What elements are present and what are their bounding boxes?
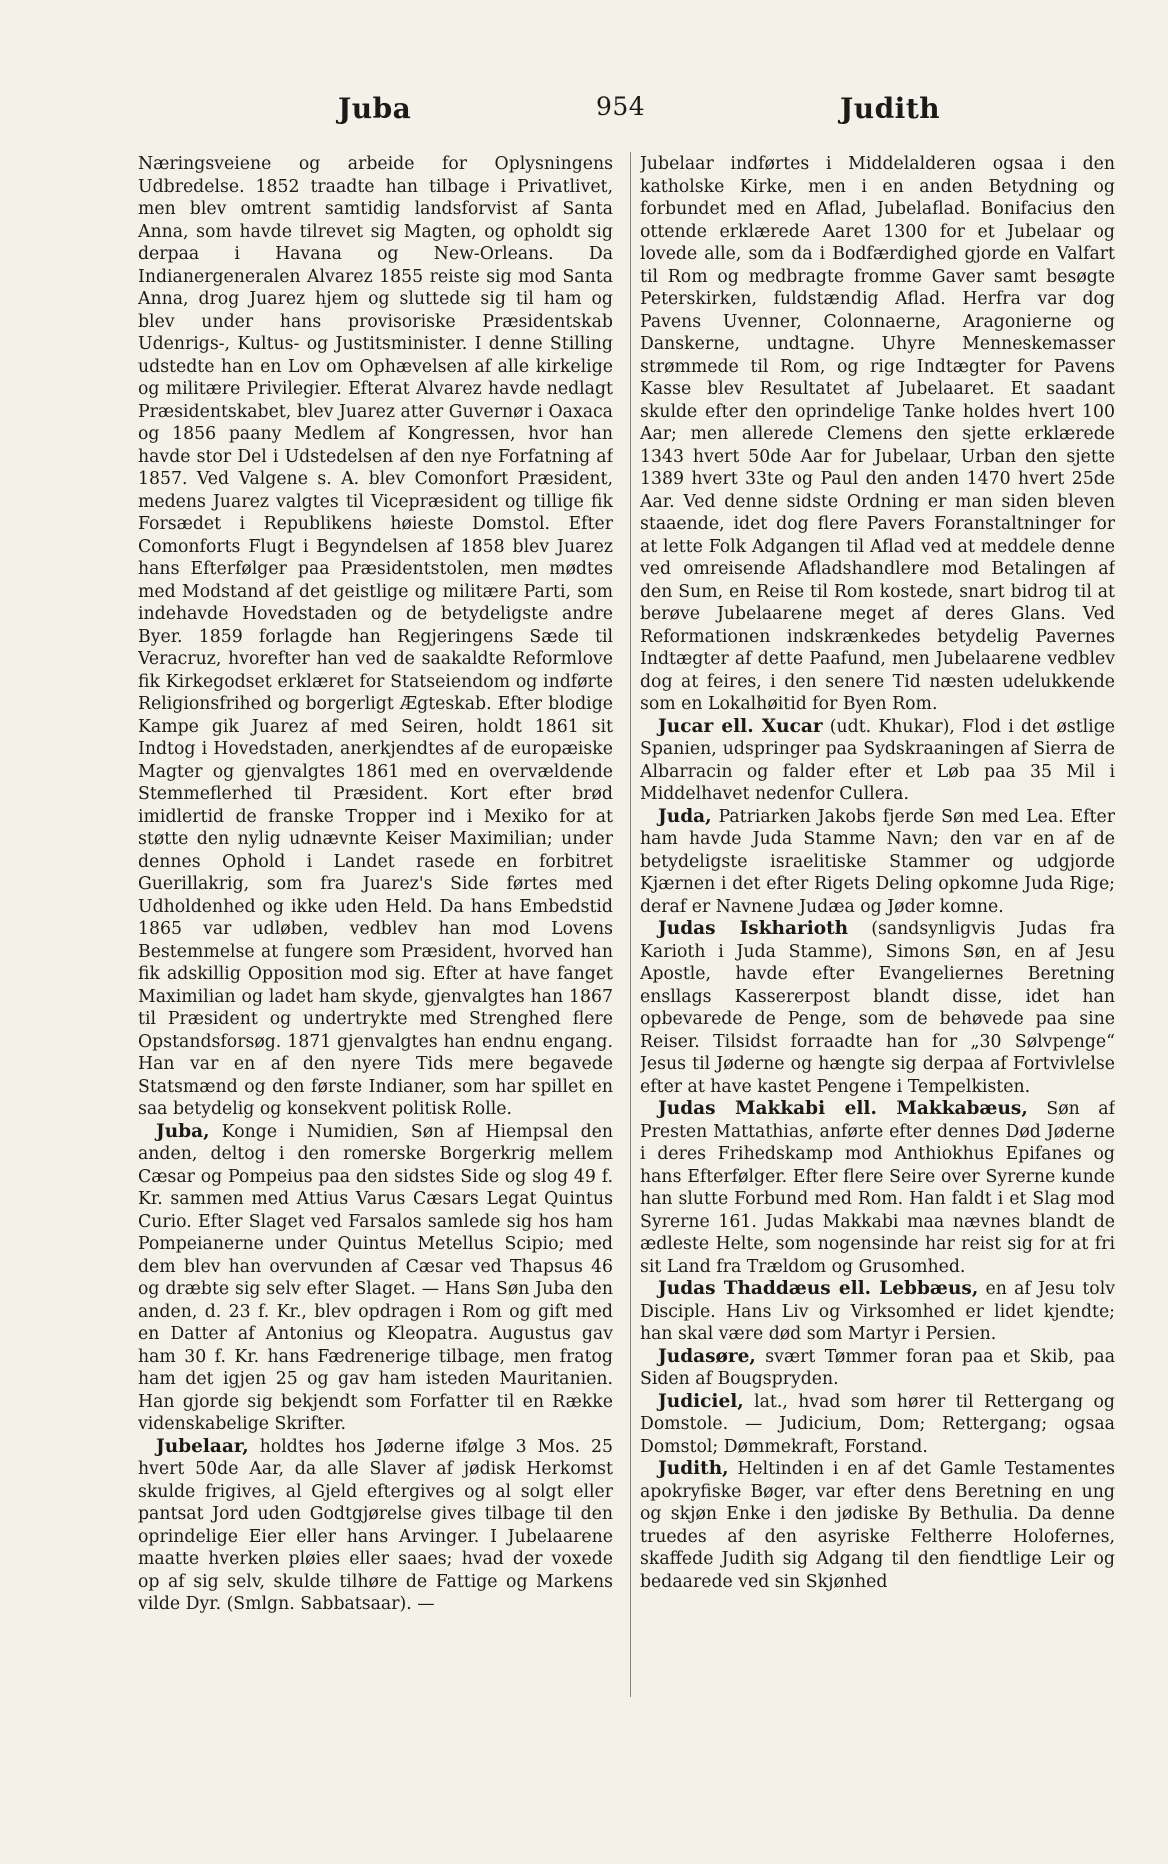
entry-judiciel: Judiciel, lat., hvad som hører til Rettergang og Domstole. — Judicium, Dom; Rettergang; ogsaa Domstol; Dømmekraft, Forstand. <box>640 1390 1115 1457</box>
entry-juda: Juda, Patriarken Jakobs fjerde Søn med Lea. Efter ham havde Juda Stamme Navn; den var en af de betydeligste israelitiske Stammer og udgjorde Kjærnen i det efter Rigets Deling opkomne Juda Rige; deraf er Navnene Judæa og Jøder komne. <box>640 805 1115 917</box>
running-head-right: Judith <box>840 92 941 125</box>
running-head-left: Juba <box>338 92 412 125</box>
page-number: 954 <box>596 92 646 121</box>
headword: Juba, <box>156 1120 210 1142</box>
left-column <box>138 153 613 1698</box>
headword: Judasøre, <box>658 1345 756 1367</box>
headword: Judas Thaddæus ell. Lebbæus, <box>658 1278 979 1299</box>
entry-continuation: Næringsveiene og arbeide for Oplysningens Udbredelse. 1852 traadte han tilbage i Privatlivet, men blev omtrent samtidig landsforvist af Santa Anna, som havde tilrevet sig Magten, og opholdt sig derpaa i Havana og New-Orleans. Da Indianergeneralen Alvarez 1855 reiste sig mod Santa Anna, drog Juarez hjem og sluttede sig til ham og blev under hans provisoriske Præsidentskab Udenrigs-, Kultus- og Justitsminister. I denne Stilling udstedte han en Lov om Ophævelsen af alle kirkelige og militære Privilegier. Efterat Alvarez havde nedlagt Præsidentskabet, blev Juarez atter Guvernør i Oaxaca og 1856 paany Medlem af Kongressen, hvor han havde stor Del i Udstedelsen af den nye Forfatning af 1857. Ved Valgene s. A. blev Comonfort Præsident, medens Juarez valgtes til Vicepræsident og tillige fik Forsædet i Republikens høieste Domstol. Efter Comonforts Flugt i Begyndelsen af 1858 blev Juarez hans Efterfølger paa Præsidentstolen, men mødtes med Modstand af det geistlige og militære Parti, som indehavde Hovedstaden og de betydeligste andre Byer. 1859 forlagde han Regjeringens Sæde til Veracruz, hvorefter han ved de saakaldte Reformlove fik Kirkegodset erklæret for Statseiendom og indførte Religionsfrihed og borgerligt Ægteskab. Efter blodige Kampe gik Juarez af med Seiren, holdt 1861 sit Indtog i Hovedstaden, anerkjendtes af de europæiske Magter og gjenvalgtes 1861 med en overvældende Stemmeflerhed til Præsident. Kort efter brød imidlertid de franske Tropper ind i Mexiko for at støtte den nylig udnævnte Keiser Maximilian; under dennes Ophold i Landet rasede en forbitret Guerillakrig, som fra Juarez's Side førtes med Udholdenhed og ikke uden Held. Da hans Embedstid 1865 var udløben, vedblev han mod Lovens Bestemmelse at fungere som Præsident, hvorved han fik adskillig Opposition mod sig. Efter at have fanget Maximilian og ladet ham skyde, gjenvalgtes han 1867 til Præsident og undertrykte med Strenghed flere Opstandsforsøg. 1871 gjenvalgtes han endnu engang. Han var en af den nyere Tids mere begavede Statsmænd og den første Indianer, som har spillet en saa betydelig og konsekvent politisk Rolle. <box>138 154 613 1119</box>
headword: Judith, <box>658 1458 729 1479</box>
entry-jubelaar: Jubelaar, holdtes hos Jøderne ifølge 3 Mos. 25 hvert 50de Aar, da alle Slaver af jødisk Herkomst skulde frigives, al Gjeld eftergives og al solgt eller pantsat Jord uden Godtgjørelse gives tilbage til den oprindelige Eier eller hans Arvinger. I Jubelaarene maatte hverken pløies eller saaes; hvad der voxede op af sig selv, skulde tilhøre de Fattige og Markens vilde Dyr. (Smlgn. Sabbatsaar). — <box>138 1435 613 1614</box>
headword: Judas Iskharioth <box>658 918 849 939</box>
entry-judas-iskharioth: Judas Iskharioth (sandsynligvis Judas fra Karioth i Juda Stamme), Simons Søn, en af Jesu Apostle, havde efter Evangeliernes Beretning ensllags Kassererpost blandt disse, idet han opbevarede de Penge, som de behøvede paa sine Reiser. Tilsidst forraadte han for „30 Sølvpenge“ Jesus til Jøderne og hængte sig derpaa af Fortvivlelse efter at have kastet Pengene i Tempelkisten. <box>640 918 1115 1097</box>
entry-judasore: Judasøre, svært Tømmer foran paa et Skib, paa Siden af Bougspryden. <box>640 1345 1115 1389</box>
entry-judas-thaddaeus: Judas Thaddæus ell. Lebbæus, en af Jesu tolv Disciple. Hans Liv og Virksomhed er lidet kjendte; han skal være død som Martyr i Persien. <box>640 1278 1115 1344</box>
entry-judas-makkabi: Judas Makkabi ell. Makkabæus, Søn af Presten Mattathias, anførte efter dennes Død Jøderne i deres Frihedskamp mod Anthiokhus Epifanes og hans Efterfølger. Efter flere Seire over Syrerne kunde han slutte Forbund med Rom. Han faldt i et Slag mod Syrerne 161. Judas Makkabi maa nævnes blandt de ædleste Helte, som nogensinde har reist sig for at fri sit Land fra Trældom og Grusomhed. <box>640 1098 1115 1277</box>
entry-jucar: Jucar ell. Xucar (udt. Khukar), Flod i det østlige Spanien, udspringer paa Sydskraaningen af Sierra de Albarracin og falder efter et Løb paa 35 Mil i Middelhavet nedenfor Cullera. <box>640 715 1115 804</box>
column-divider <box>630 152 631 1697</box>
entry-judith: Judith, Heltinden i en af det Gamle Testamentes apokryfiske Bøger, var efter dens Beretning en ung og skjøn Enke i den jødiske By Bethulia. Da denne truedes af den asyriske Feltherre Holofernes, skaffede Judith sig Adgang til den fiendtlige Leir og bedaarede ved sin Skjønhed <box>640 1458 1115 1592</box>
right-column <box>640 153 1115 1698</box>
headword: Jubelaar, <box>156 1435 249 1457</box>
entry-juba: Juba, Konge i Numidien, Søn af Hiempsal den anden, deltog i den romerske Borgerkrig mellem Cæsar og Pompeius paa den sidstes Side og slog 49 f. Kr. sammen med Attius Varus Cæsars Legat Quintus Curio. Efter Slaget ved Farsalos samlede sig hos ham Pompeianerne under Quintus Metellus Scipio; med dem blev han overvunden af Cæsar ved Thapsus 46 og dræbte sig selv efter Slaget. — Hans Søn Juba den anden, d. 23 f. Kr., blev opdragen i Rom og gift med en Datter af Antonius og Kleopatra. Augustus gav ham 30 f. Kr. hans Fædrenerige tilbage, men fratog ham det igjen 25 og gav ham isteden Mauritanien. Han gjorde sig bekjendt som Forfatter til en Række videnskabelige Skrifter. <box>138 1120 613 1434</box>
entry-continuation: Jubelaar indførtes i Middelalderen ogsaa i den katholske Kirke, men i en anden Betydning og forbundet med en Aflad, Jubelaflad. Bonifacius den ottende erklærede Aaret 1300 for et Jubelaar og lovede alle, som da i Bodfærdighed gjorde en Valfart til Rom og medbragte fromme Gaver samt besøgte Peterskirken, fuldstændig Aflad. Herfra var dog Pavens Uvenner, Colonnaerne, Aragonierne og Danskerne, undtagne. Uhyre Menneskemasser strømmede til Rom, og rige Indtægter for Pavens Kasse blev Resultatet af Jubelaaret. Et saadant skulde efter den oprindelige Tanke holdes hvert 100 Aar; men allerede Clemens den sjette erklærede 1343 hvert 50de Aar for Jubelaar, Urban den sjette 1389 hvert 33te og Paul den anden 1470 hvert 25de Aar. Ved denne sidste Ordning er man siden bleven staaende, idet dog flere Pavers Foranstaltninger for at lette Folk Adgangen til Aflad ved at meddele denne ved omreisende Afladshandlere mod Betalingen af den Sum, en Reise til Rom kostede, snart bidrog til at berøve Jubelaarene meget af deres Glans. Ved Reformationen indskrænkedes betydelig Pavernes Indtægter af dette Paafund, men Jubelaarene vedblev dog at feires, i den senere Tid næsten udelukkende som en Lokalhøitid for Byen Rom. <box>640 154 1115 714</box>
headword: Jucar ell. Xucar <box>658 715 823 737</box>
headword: Juda, <box>658 805 712 827</box>
headword: Judiciel, <box>658 1390 744 1412</box>
headword: Judas Makkabi ell. Makkabæus, <box>658 1098 1028 1119</box>
